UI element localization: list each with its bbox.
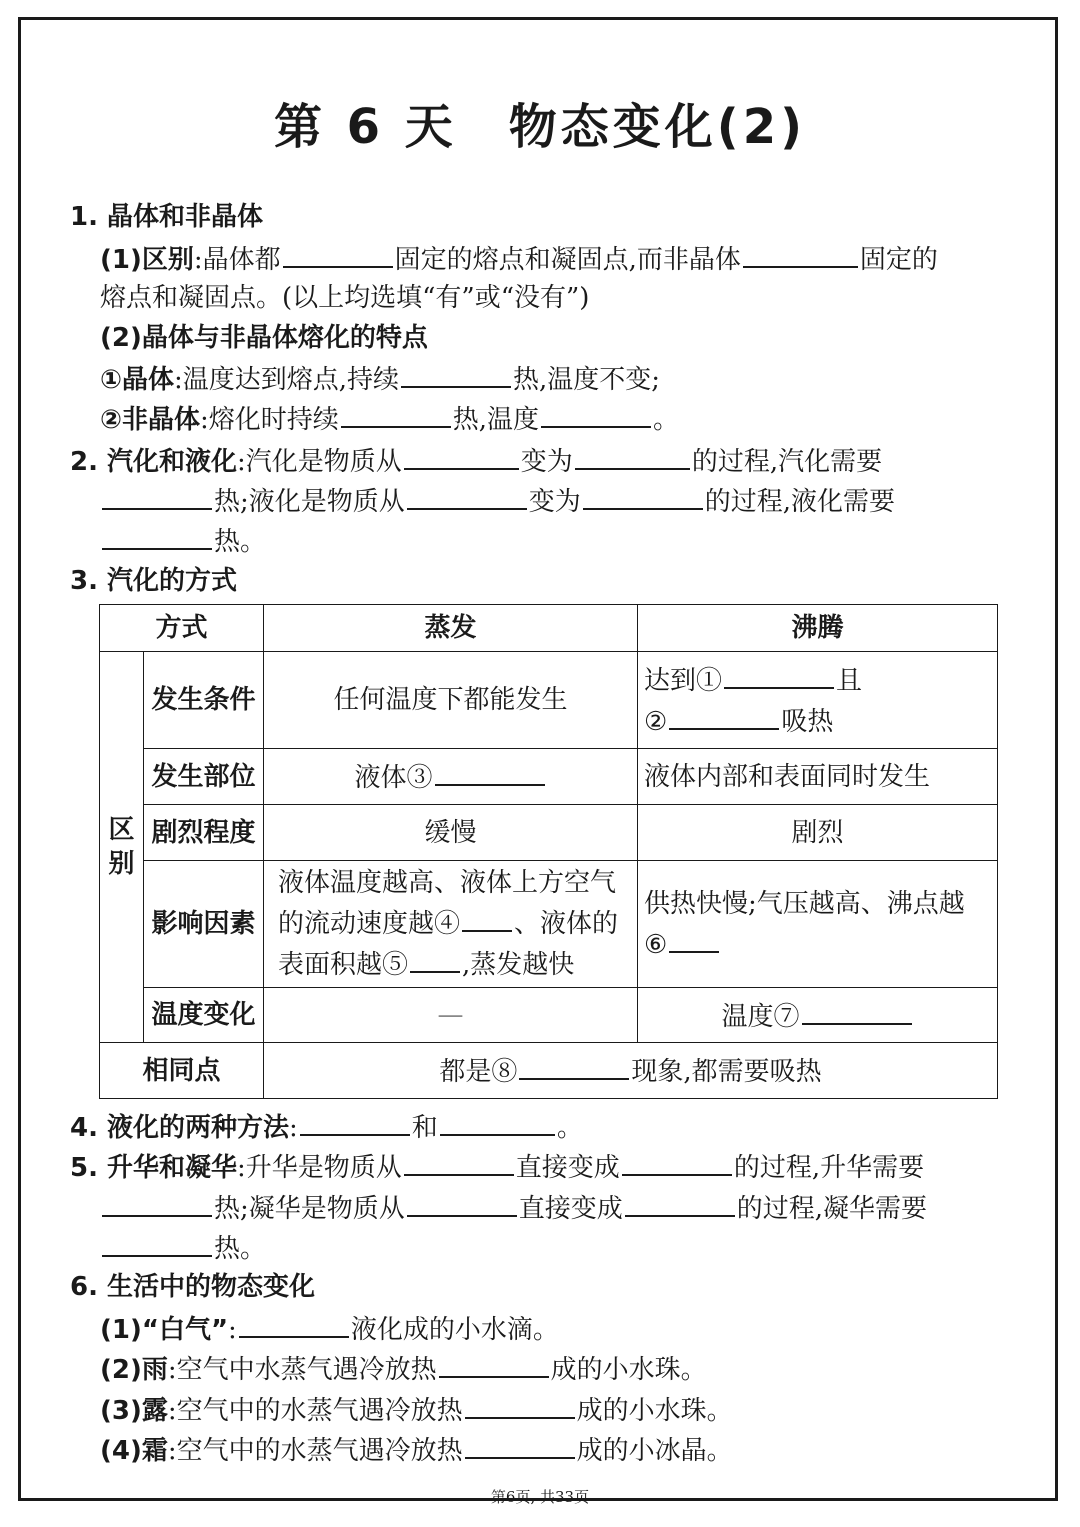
s5-text-f: 的过程,凝华需要 xyxy=(736,1194,928,1224)
common-text-a: 都是⑧ xyxy=(439,1057,518,1087)
answer-blank[interactable] xyxy=(669,700,779,730)
s1-p2-label: (2)晶体与非晶体熔化的特点 xyxy=(100,323,428,353)
s6-item-3 xyxy=(100,1389,733,1431)
answer-blank[interactable] xyxy=(404,1146,514,1176)
answer-blank[interactable] xyxy=(465,1429,575,1459)
row-label-location: 发生部位 xyxy=(144,749,264,805)
answer-blank[interactable] xyxy=(583,480,703,510)
boil-factors-text-b: ⑥ xyxy=(644,929,668,960)
answer-blank[interactable] xyxy=(465,1389,575,1419)
boil-condition-text-c: ② xyxy=(644,707,668,737)
cell-boil-factors xyxy=(638,861,998,988)
answer-blank[interactable] xyxy=(743,238,858,268)
s6-i3-text-b: 成的小水珠。 xyxy=(576,1396,733,1426)
s1-p4-text-b: 热,温度 xyxy=(452,405,540,435)
table-row xyxy=(100,749,998,805)
answer-blank[interactable] xyxy=(669,923,719,953)
cell-boil-intensity: 剧烈 xyxy=(638,805,998,861)
s6-i2-label: (2)雨 xyxy=(100,1355,168,1385)
answer-blank[interactable] xyxy=(625,1187,735,1217)
row-label-condition: 发生条件 xyxy=(144,652,264,749)
row-label-common: 相同点 xyxy=(100,1043,264,1099)
difference-side-label: 区 别 xyxy=(100,652,144,1043)
table-header-row xyxy=(100,605,998,652)
answer-blank[interactable] xyxy=(239,1308,349,1338)
s1-line-2: 熔点和凝固点。(以上均选填“有”或“没有”) xyxy=(100,283,590,313)
section-4-heading: 4. 液化的两种方法 xyxy=(70,1113,290,1143)
section-2-heading: 2. 汽化和液化 xyxy=(70,447,238,477)
s1-p1-label: (1)区别 xyxy=(100,245,194,275)
s6-item-1 xyxy=(100,1308,559,1350)
boil-factors-line-1: 供热快慢;气压越高、沸点越 xyxy=(644,888,965,919)
answer-blank[interactable] xyxy=(724,659,834,689)
cell-evap-factors xyxy=(264,861,638,988)
answer-blank[interactable] xyxy=(102,480,212,510)
answer-blank[interactable] xyxy=(440,1106,555,1136)
s5-text-b: 直接变成 xyxy=(515,1153,620,1183)
row-label-intensity: 剧烈程度 xyxy=(144,805,264,861)
evap-factors-text-d: 表面积越⑤ xyxy=(278,950,409,980)
s6-i4-label: (4)霜 xyxy=(100,1436,168,1466)
s6-i3-text-a: :空气中的水蒸气遇冷放热 xyxy=(167,1396,463,1426)
s1-p4-label: ②非晶体 xyxy=(100,405,201,435)
cell-evap-location xyxy=(264,749,638,805)
s1-p3-text-b: 热,温度不变; xyxy=(513,365,661,395)
s6-i2-text-b: 成的小水珠。 xyxy=(550,1355,707,1385)
evap-factors-text-c: 、液体的 xyxy=(514,909,619,939)
s6-i4-text-a: :空气中的水蒸气遇冷放热 xyxy=(167,1436,463,1466)
s2-text-e: 变为 xyxy=(528,487,581,517)
s6-i1-label: (1)“白气” xyxy=(100,1315,229,1345)
s5-text-c: 的过程,升华需要 xyxy=(733,1153,925,1183)
answer-blank[interactable] xyxy=(407,1187,517,1217)
answer-blank[interactable] xyxy=(401,358,511,388)
answer-blank[interactable] xyxy=(519,1050,629,1080)
header-boiling: 沸腾 xyxy=(638,605,998,652)
s2-line-1 xyxy=(70,440,882,482)
s5-text-d: 热;凝华是物质从 xyxy=(214,1194,405,1224)
answer-blank[interactable] xyxy=(462,902,512,932)
s6-item-4 xyxy=(100,1429,733,1471)
answer-blank[interactable] xyxy=(283,238,393,268)
s2-text-d: 热;液化是物质从 xyxy=(214,487,405,517)
s4-text-c: 。 xyxy=(556,1113,583,1143)
section-1-heading: 1. 晶体和非晶体 xyxy=(70,202,264,232)
s2-line-3 xyxy=(100,520,266,562)
table-row xyxy=(100,988,998,1043)
s1-p4-text-c: 。 xyxy=(653,405,680,435)
s4-text-a: : xyxy=(289,1113,298,1143)
s1-p1-text-b: 固定的熔点和凝固点,而非晶体 xyxy=(394,245,741,275)
s2-text-c: 的过程,汽化需要 xyxy=(691,447,883,477)
evap-location-text: 液体③ xyxy=(354,763,433,793)
s4-line xyxy=(70,1106,583,1148)
s2-line-2 xyxy=(100,480,895,522)
table-row xyxy=(100,805,998,861)
common-text-b: 现象,都需要吸热 xyxy=(631,1057,822,1087)
answer-blank[interactable] xyxy=(300,1106,410,1136)
cell-common xyxy=(264,1043,998,1099)
cell-boil-condition xyxy=(638,652,998,749)
answer-blank[interactable] xyxy=(622,1146,732,1176)
evap-factors-text-e: ,蒸发越快 xyxy=(462,950,575,980)
answer-blank[interactable] xyxy=(439,1348,549,1378)
s4-text-b: 和 xyxy=(411,1113,438,1143)
evap-factors-line-1: 液体温度越高、液体上方空气 xyxy=(278,868,617,898)
cell-evap-condition: 任何温度下都能发生 xyxy=(264,652,638,749)
s1-line-1 xyxy=(100,238,938,280)
answer-blank[interactable] xyxy=(102,1227,212,1257)
page-title: 第 6 天 物态变化(2) xyxy=(273,99,807,155)
cell-boil-location: 液体内部和表面同时发生 xyxy=(638,749,998,805)
row-label-temperature: 温度变化 xyxy=(144,988,264,1043)
answer-blank[interactable] xyxy=(407,480,527,510)
s1-line-4 xyxy=(100,358,660,400)
section-3-heading: 3. 汽化的方式 xyxy=(70,566,238,596)
s2-text-g: 热。 xyxy=(214,527,267,557)
s5-text-g: 热。 xyxy=(214,1234,267,1264)
answer-blank[interactable] xyxy=(102,1187,212,1217)
page-footer: 第6页, 共33页 xyxy=(490,1488,590,1506)
cell-evap-intensity: 缓慢 xyxy=(264,805,638,861)
s2-text-b: 变为 xyxy=(520,447,573,477)
s6-item-2 xyxy=(100,1348,707,1390)
answer-blank[interactable] xyxy=(102,520,212,550)
s6-i1-text-a: : xyxy=(228,1315,237,1345)
s6-i1-text-b: 液化成的小水滴。 xyxy=(350,1315,559,1345)
section-5-heading: 5. 升华和凝华 xyxy=(70,1153,238,1183)
answer-blank[interactable] xyxy=(575,440,690,470)
table-row xyxy=(100,1043,998,1099)
answer-blank[interactable] xyxy=(802,995,912,1025)
s1-p1-text-c: 固定的 xyxy=(859,245,938,275)
s1-p4-text-a: :熔化时持续 xyxy=(200,405,339,435)
header-evaporation: 蒸发 xyxy=(264,605,638,652)
s1-p3-label: ①晶体 xyxy=(100,365,175,395)
s5-line-3 xyxy=(100,1227,266,1269)
evap-factors-text-b: 的流动速度越④ xyxy=(278,909,461,939)
boil-condition-text-b: 且 xyxy=(836,666,863,696)
table-row xyxy=(100,861,998,988)
s6-i3-label: (3)露 xyxy=(100,1396,168,1426)
s6-i2-text-a: :空气中水蒸气遇冷放热 xyxy=(167,1355,437,1385)
row-label-factors: 影响因素 xyxy=(144,861,264,988)
s1-line-5 xyxy=(100,398,679,440)
answer-blank[interactable] xyxy=(410,943,460,973)
boil-condition-text-d: 吸热 xyxy=(781,707,834,737)
answer-blank[interactable] xyxy=(541,398,651,428)
answer-blank[interactable] xyxy=(404,440,519,470)
s2-text-f: 的过程,液化需要 xyxy=(704,487,896,517)
s5-line-2 xyxy=(100,1187,927,1229)
s5-text-a: :升华是物质从 xyxy=(237,1153,402,1183)
boil-condition-text-a: 达到① xyxy=(644,666,723,696)
s5-line-1 xyxy=(70,1146,924,1188)
s1-p1-text-a: :晶体都 xyxy=(193,245,281,275)
cell-boil-temperature xyxy=(638,988,998,1043)
s1-p3-text-a: :温度达到熔点,持续 xyxy=(174,365,400,395)
s6-i4-text-b: 成的小冰晶。 xyxy=(576,1436,733,1466)
answer-blank[interactable] xyxy=(341,398,451,428)
section-6-heading: 6. 生活中的物态变化 xyxy=(70,1272,316,1302)
answer-blank[interactable] xyxy=(435,756,545,786)
boil-temperature-text: 温度⑦ xyxy=(721,1001,800,1032)
vaporization-table xyxy=(99,604,998,1099)
header-mode: 方式 xyxy=(100,605,264,652)
s2-text-a: :汽化是物质从 xyxy=(237,447,402,477)
s5-text-e: 直接变成 xyxy=(518,1194,623,1224)
table-row xyxy=(100,652,998,749)
cell-evap-temperature: — xyxy=(264,988,638,1043)
